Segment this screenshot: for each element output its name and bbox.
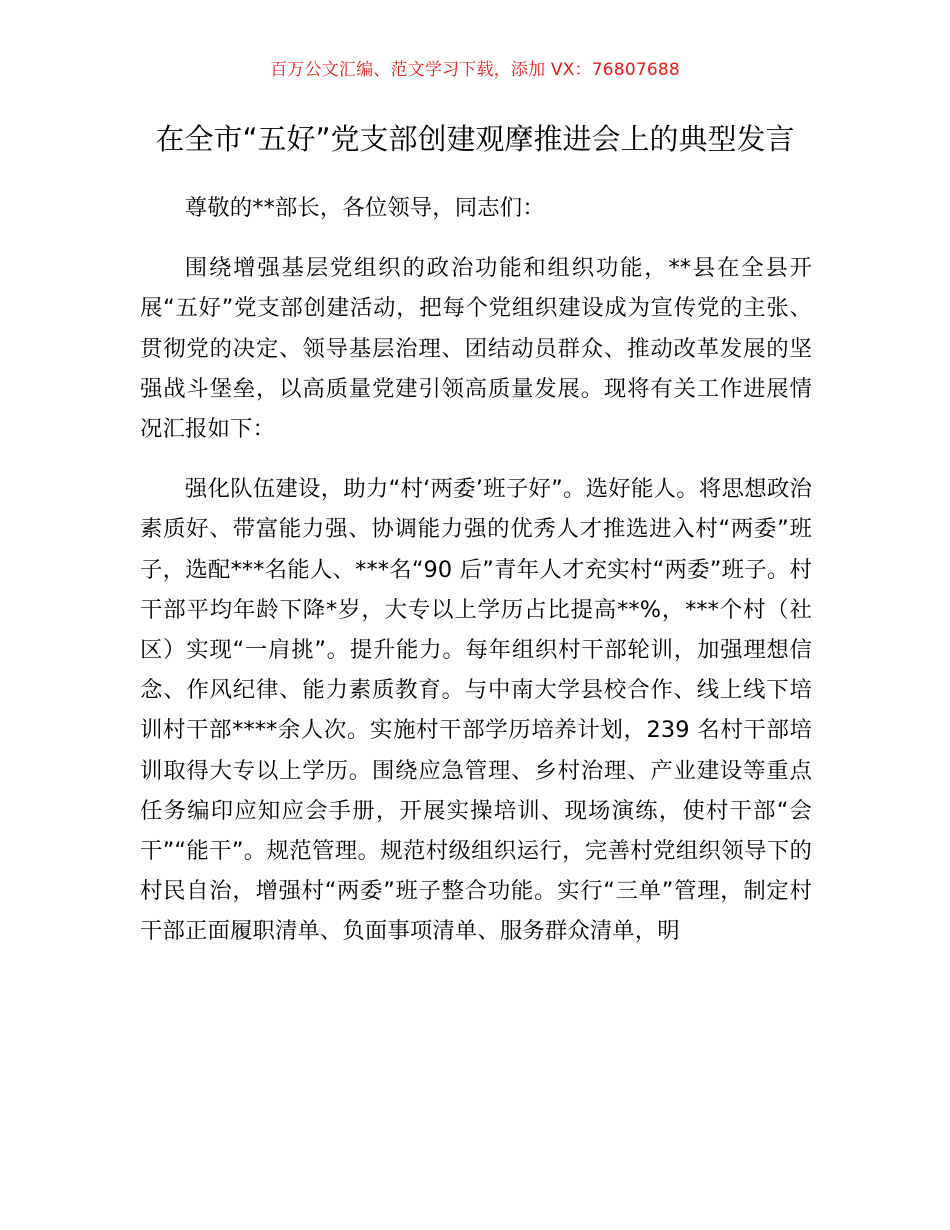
watermark-header: 百万公文汇编、范文学习下载，添加 VX：76807688 bbox=[270, 60, 680, 80]
document-body bbox=[140, 188, 812, 952]
paragraph-intro: 围绕增强基层党组织的政治功能和组织功能，**县在全县开展“五好”党支部创建活动，把每个党组织建设成为宣传党的主张、贯彻党的决定、领导基层治理、团结动员群众、推动改革发展的坚强战斗堡垒，以高质量党建引领高质量发展。现将有关工作进展情况汇报如下： bbox=[140, 255, 812, 443]
greeting: 尊敬的**部长，各位领导，同志们： bbox=[184, 195, 545, 221]
paragraph-team-building: 强化队伍建设，助力“村‘两委’班子好”。选好能人。将思想政治素质好、带富能力强、协调能力强的优秀人才推选进入村“两委”班子，选配***名能人、***名“90 后”青年人才充实村“两委”班子。村干部平均年龄下降*岁，大专以上学历占比提高**%，***个村（社区）实现“一肩挑”。提升能力。每年组织村干部轮训，加强理想信念、作风纪律、能力素质教育。与中南大学县校合作、线上线下培训村干部****余人次。实施村干部学历培养计划，239 名村干部培训取得大专以上学历。围绕应急管理、乡村治理、产业建设等重点任务编印应知应会手册，开展实操培训、现场演练，使村干部“会干”“能干”。规范管理。规范村级组织运行，完善村党组织领导下的村民自治，增强村“两委”班子整合功能。实行“三单”管理，制定村干部正面履职清单、负面事项清单、服务群众清单，明 bbox=[140, 476, 812, 945]
page-title: 在全市“五好”党支部创建观摩推进会上的典型发言 bbox=[155, 122, 795, 156]
